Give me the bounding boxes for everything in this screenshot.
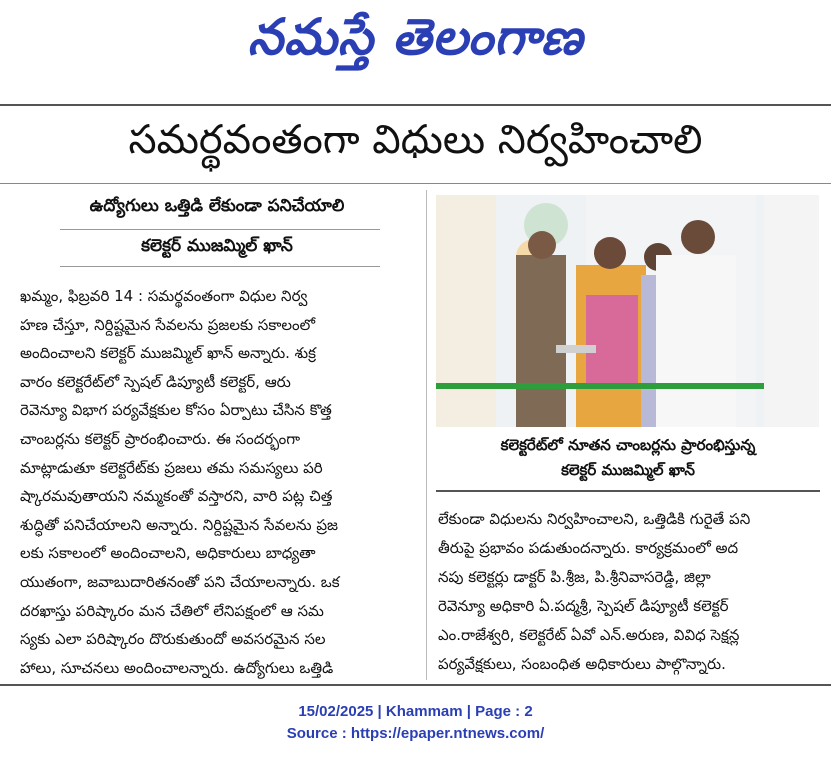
news-photo [436, 195, 764, 427]
body-line: లేకుండా విధులను నిర్వహించాలని, ఒత్తిడికి గురైతే పని [438, 510, 751, 528]
body-line: రెవెన్యూ అధికారి ఏ.పద్మశ్రీ, స్పెషల్ డిప్యూటీ కలెక్టర్ [438, 597, 729, 615]
masthead [0, 0, 831, 86]
body-line: తీరుపై ప్రభావం పడుతుందన్నారు. కార్యక్రమంలో అద [438, 539, 739, 557]
edition-info: 15/02/2025 | Khammam | Page : 2 [298, 703, 533, 720]
headline: సమర్థవంతంగా విధులు నిర్వహించాలి [128, 117, 703, 163]
body-line: లకు సకాలంలో అందించాలని, అధికారులు బాధ్యతా [20, 544, 316, 563]
photo-illustration [436, 195, 764, 427]
body-line: దరఖాస్తు పరిష్కారం మన చేతిలో లేనిపక్షంలో ఆ సమ [20, 601, 324, 620]
body-line: ఖమ్మం, ఫిబ్రవరి 14 : సమర్థవంతంగా విధుల నిర్వ [20, 287, 308, 305]
body-line: నపు కలెక్టర్లు డాక్టర్ పి.శ్రీజ, పి.శ్రీనివాసరెడ్డి, జిల్లా [438, 568, 711, 586]
body-line: హాలు, సూచనలు అందించాలన్నారు. ఉద్యోగులు ఒత్తిడి [20, 658, 334, 677]
body-line: వారం కలెక్టరేట్‌లో స్పెషల్ డిప్యూటీ కలెక్టర్, ఆరు [20, 372, 291, 391]
byline-subhead: కలెక్టర్ ముజమ్మిల్ ఖాన్ [141, 236, 293, 256]
photo-caption: కలెక్టరేట్‌లో నూతన చాంబర్లను ప్రారంభిస్తున్న [500, 436, 756, 454]
body-line: ఎం.రాజేశ్వరి, కలెక్టరేట్ ఏవో ఎన్.అరుణ, వివిధ సెక్షన్ల [438, 626, 740, 644]
column-divider [426, 190, 427, 680]
divider [0, 684, 831, 686]
divider [0, 183, 831, 184]
body-line: శుద్ధితో పనిచేయాలని అన్నారు. నిర్దిష్టమైన సేవలను ప్రజ [20, 515, 339, 534]
divider [60, 229, 380, 230]
body-line: మాట్లాడుతూ కలెక్టరేట్‌కు ప్రజలు తమ సమస్యలు పరి [20, 458, 323, 477]
newspaper-logo: నమస్తే తెలంగాణ [247, 7, 584, 66]
source-link[interactable]: Source : https://epaper.ntnews.com/ [286, 725, 545, 742]
body-line: హణ చేస్తూ, నిర్దిష్టమైన సేవలను ప్రజలకు సకాలంలో [20, 315, 316, 334]
body-line: యుతంగా, జవాబుదారితనంతో పని చేయాలన్నారు. ఒక [20, 572, 340, 591]
body-line: అందించాలని కలెక్టర్ ముజమ్మిల్ ఖాన్ అన్నారు. శుక్ర [20, 344, 316, 363]
body-line: రెవెన్యూ విభాగ పర్యవేక్షకుల కోసం ఏర్పాటు చేసిన కొత్త [20, 401, 332, 420]
article-body-left [20, 282, 416, 682]
divider [0, 104, 831, 106]
article-body-right [438, 505, 818, 679]
body-line: చాంబర్లను కలెక్టర్ ప్రారంభించారు. ఈ సందర్భంగా [20, 429, 301, 448]
divider [60, 266, 380, 267]
body-line: స్యకు ఎలా పరిష్కారం దొరుకుతుందో అవసరమైన సల [20, 630, 326, 649]
body-line: పర్యవేక్షకులు, సంబంధిత అధికారులు పాల్గొన్నారు. [438, 655, 726, 673]
divider [436, 490, 820, 492]
photo-caption: కలెక్టర్ ముజమ్మిల్ ఖాన్ [561, 461, 695, 479]
subheadline: ఉద్యోగులు ఒత్తిడి లేకుండా పనిచేయాలి [89, 196, 345, 216]
photo-side-panel [764, 195, 819, 427]
body-line: ష్కారమవుతాయని నమ్మకంతో వస్తారని, వారి పట్ల చిత్త [20, 487, 333, 506]
